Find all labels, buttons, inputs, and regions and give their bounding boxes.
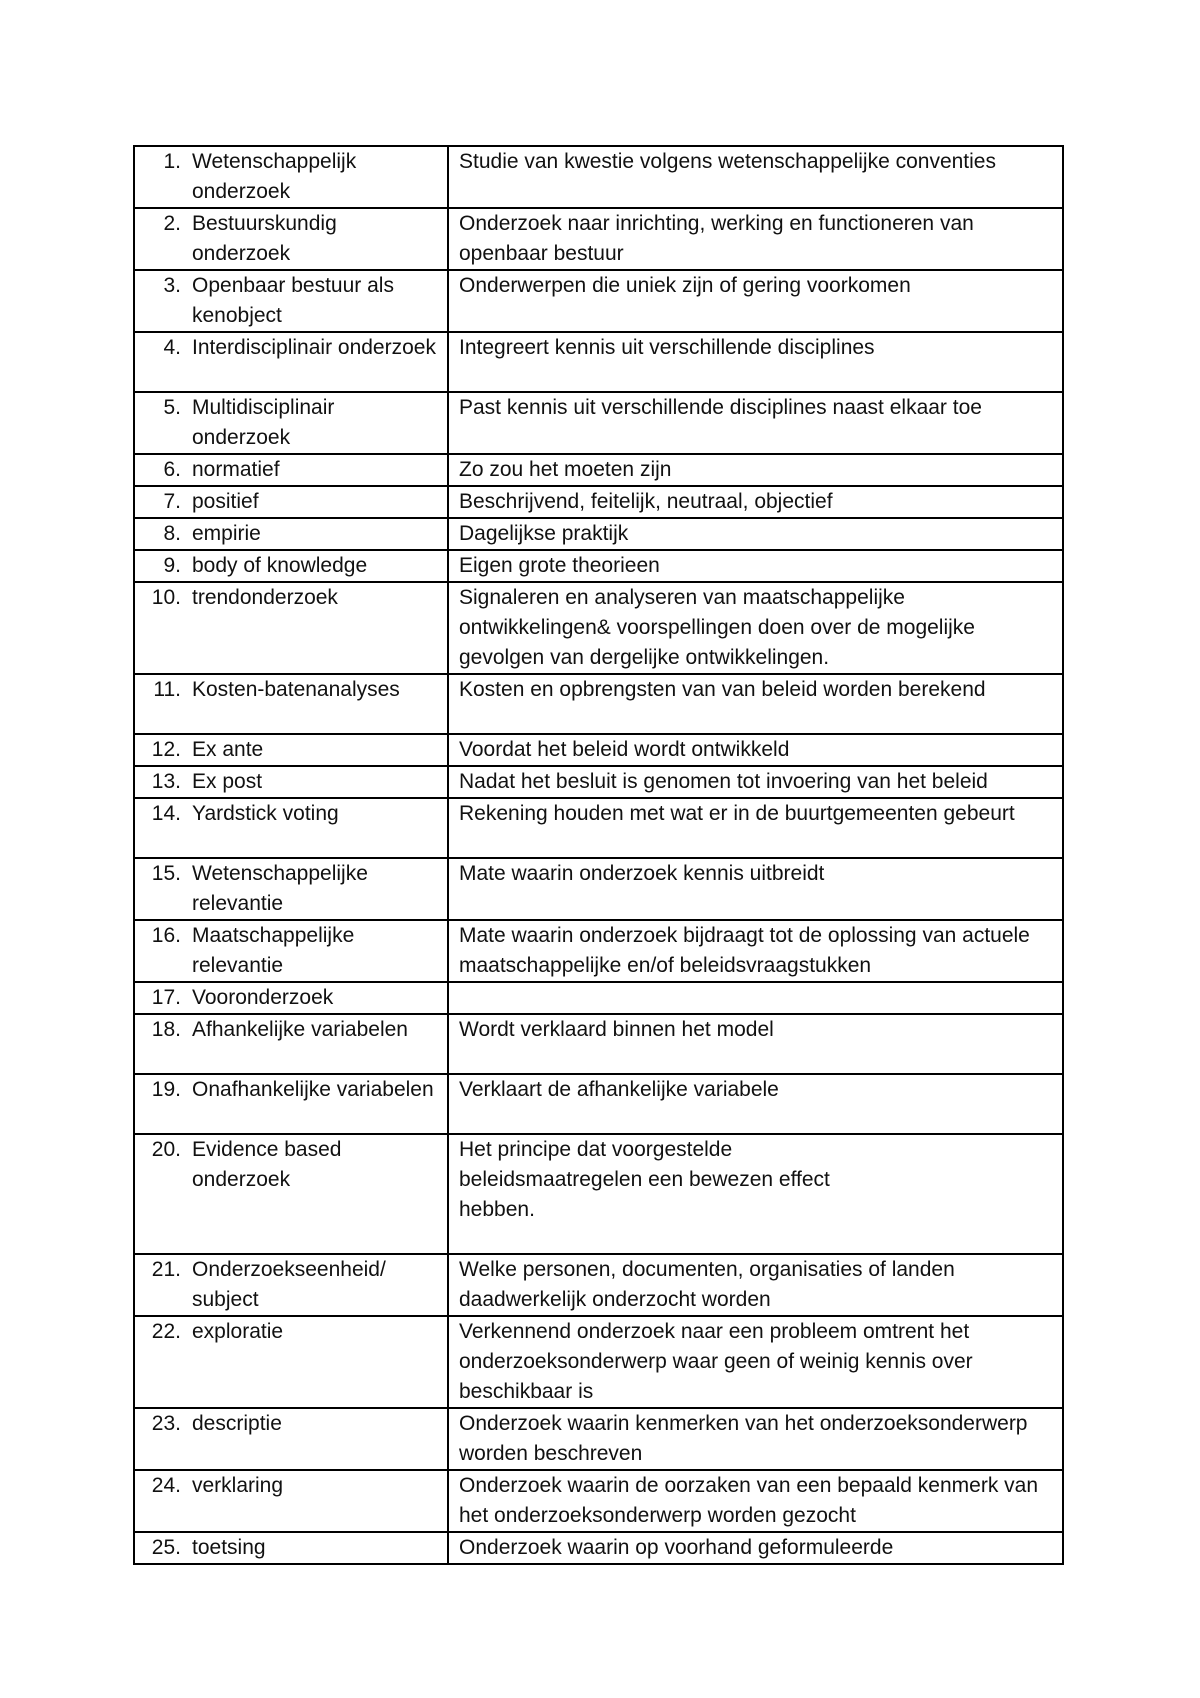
term-cell xyxy=(134,766,448,798)
table-row xyxy=(134,1134,1063,1254)
term-wrapper xyxy=(145,393,437,453)
term-number: 9. xyxy=(163,554,181,577)
term-label: normatief xyxy=(192,458,280,481)
definition-text: Signaleren en analyseren van maatschappelijke ontwikkelingen& voorspellingen doen over de mogelijke gevolgen van dergelijke ontwikkelingen. xyxy=(459,586,975,669)
term-wrapper xyxy=(145,921,437,981)
table-row xyxy=(134,1408,1063,1470)
definition-text: Wordt verklaard binnen het model xyxy=(459,1018,774,1041)
definition-cell xyxy=(448,454,1063,486)
definition-cell xyxy=(448,1316,1063,1408)
term-wrapper xyxy=(145,209,437,269)
table-row xyxy=(134,858,1063,920)
definition-text: Integreert kennis uit verschillende disciplines xyxy=(459,336,875,359)
term-label: positief xyxy=(192,490,259,513)
term-number: 8. xyxy=(163,522,181,545)
table-row xyxy=(134,674,1063,734)
term-label: Wetenschappelijk onderzoek xyxy=(192,150,357,203)
term-number: 21. xyxy=(151,1258,181,1281)
definition-cell xyxy=(448,1532,1063,1564)
term-cell xyxy=(134,518,448,550)
term-number: 17. xyxy=(151,986,181,1009)
table-row xyxy=(134,798,1063,858)
definition-text: Mate waarin onderzoek kennis uitbreidt xyxy=(459,862,825,885)
term-cell xyxy=(134,270,448,332)
term-number: 6. xyxy=(163,458,181,481)
term-label: Bestuurskundig onderzoek xyxy=(192,212,337,265)
definition-text: Onderzoek waarin op voorhand geformuleerde xyxy=(459,1536,894,1559)
definition-cell xyxy=(448,734,1063,766)
term-wrapper xyxy=(145,1471,437,1501)
definition-cell xyxy=(448,208,1063,270)
term-wrapper xyxy=(145,1015,437,1045)
definition-cell xyxy=(448,798,1063,858)
term-label: Ex ante xyxy=(192,738,264,761)
term-number: 1. xyxy=(163,150,181,173)
definition-cell xyxy=(448,920,1063,982)
term-number: 19. xyxy=(151,1078,181,1101)
term-label: Onafhankelijke variabelen xyxy=(192,1078,434,1101)
definition-text: Eigen grote theorieen xyxy=(459,554,660,577)
term-number: 10. xyxy=(151,586,181,609)
term-number: 13. xyxy=(151,770,181,793)
term-cell xyxy=(134,982,448,1014)
term-wrapper xyxy=(145,147,437,207)
term-wrapper xyxy=(145,487,437,517)
definition-cell xyxy=(448,766,1063,798)
term-number: 14. xyxy=(151,802,181,825)
term-number: 5. xyxy=(163,396,181,419)
table-row xyxy=(134,734,1063,766)
term-label: Openbaar bestuur als kenobject xyxy=(192,274,394,327)
definition-text: Kosten en opbrengsten van van beleid worden berekend xyxy=(459,678,986,701)
term-label: Onderzoekseenheid/ subject xyxy=(192,1258,386,1311)
definition-text: Onderwerpen die uniek zijn of gering voorkomen xyxy=(459,274,911,297)
definition-text: Onderzoek waarin de oorzaken van een bepaald kenmerk van het onderzoeksonderwerp worden gezocht xyxy=(459,1474,1039,1527)
table-row xyxy=(134,1470,1063,1532)
term-label: verklaring xyxy=(192,1474,284,1497)
definition-text: Studie van kwestie volgens wetenschappelijke conventies xyxy=(459,150,996,173)
term-cell xyxy=(134,1014,448,1074)
definition-cell xyxy=(448,332,1063,392)
term-number: 18. xyxy=(151,1018,181,1041)
glossary-table xyxy=(133,145,1064,1565)
term-cell xyxy=(134,146,448,208)
term-number: 2. xyxy=(163,212,181,235)
term-number: 4. xyxy=(163,336,181,359)
term-label: Ex post xyxy=(192,770,263,793)
table-row xyxy=(134,270,1063,332)
term-wrapper xyxy=(145,455,437,485)
table-row xyxy=(134,582,1063,674)
term-cell xyxy=(134,1532,448,1564)
table-row xyxy=(134,392,1063,454)
definition-cell xyxy=(448,518,1063,550)
term-cell xyxy=(134,1470,448,1532)
term-wrapper xyxy=(145,1135,437,1195)
term-cell xyxy=(134,1316,448,1408)
definition-text: Onderzoek naar inrichting, werking en functioneren van openbaar bestuur xyxy=(459,212,974,265)
definition-text: Welke personen, documenten, organisaties of landen daadwerkelijk onderzocht worden xyxy=(459,1258,955,1311)
term-wrapper xyxy=(145,735,437,765)
term-number: 23. xyxy=(151,1412,181,1435)
term-wrapper xyxy=(145,519,437,549)
definition-cell xyxy=(448,1014,1063,1074)
table-row xyxy=(134,1254,1063,1316)
definition-cell xyxy=(448,146,1063,208)
term-wrapper xyxy=(145,1255,437,1315)
definition-cell xyxy=(448,392,1063,454)
term-cell xyxy=(134,1134,448,1254)
definition-text: Voordat het beleid wordt ontwikkeld xyxy=(459,738,790,761)
glossary-table-body xyxy=(134,146,1063,1564)
definition-text: Rekening houden met wat er in de buurtgemeenten gebeurt xyxy=(459,802,1015,825)
term-wrapper xyxy=(145,675,437,705)
term-label: Maatschappelijke relevantie xyxy=(192,924,355,977)
term-label: exploratie xyxy=(192,1320,284,1343)
definition-text: Mate waarin onderzoek bijdraagt tot de oplossing van actuele maatschappelijke en/of beleidsvraagstukken xyxy=(459,924,1030,977)
table-row xyxy=(134,920,1063,982)
term-label: Yardstick voting xyxy=(192,802,339,825)
definition-cell xyxy=(448,1134,1063,1254)
definition-cell xyxy=(448,674,1063,734)
term-cell xyxy=(134,858,448,920)
table-row xyxy=(134,1074,1063,1134)
term-number: 24. xyxy=(151,1474,181,1497)
term-label: Kosten-batenanalyses xyxy=(192,678,400,701)
definition-text: Het principe dat voorgestelde beleidsmaatregelen een bewezen effect hebben. xyxy=(459,1138,830,1221)
term-cell xyxy=(134,550,448,582)
term-wrapper xyxy=(145,767,437,797)
term-number: 22. xyxy=(151,1320,181,1343)
table-row xyxy=(134,1532,1063,1564)
term-number: 7. xyxy=(163,490,181,513)
term-cell xyxy=(134,1254,448,1316)
definition-cell xyxy=(448,1254,1063,1316)
term-number: 11. xyxy=(153,678,181,701)
table-row xyxy=(134,1014,1063,1074)
term-wrapper xyxy=(145,1075,437,1105)
term-label: Wetenschappelijke relevantie xyxy=(192,862,368,915)
definition-cell xyxy=(448,270,1063,332)
definition-text: Verklaart de afhankelijke variabele xyxy=(459,1078,779,1101)
term-cell xyxy=(134,332,448,392)
term-label: Multidisciplinair onderzoek xyxy=(192,396,335,449)
table-row xyxy=(134,486,1063,518)
term-label: Evidence based onderzoek xyxy=(192,1138,342,1191)
term-cell xyxy=(134,1074,448,1134)
definition-cell xyxy=(448,1408,1063,1470)
term-number: 12. xyxy=(151,738,181,761)
definition-cell xyxy=(448,582,1063,674)
term-wrapper xyxy=(145,333,437,363)
term-cell xyxy=(134,798,448,858)
table-row xyxy=(134,982,1063,1014)
definition-text: Verkennend onderzoek naar een probleem omtrent het onderzoeksonderwerp waar geen of weinig kennis over beschikbaar is xyxy=(459,1320,973,1403)
term-label: empirie xyxy=(192,522,261,545)
definition-text: Zo zou het moeten zijn xyxy=(459,458,672,481)
definition-text: Dagelijkse praktijk xyxy=(459,522,629,545)
definition-cell xyxy=(448,982,1063,1014)
term-cell xyxy=(134,392,448,454)
table-row xyxy=(134,550,1063,582)
term-label: Interdisciplinair onderzoek xyxy=(192,336,436,359)
term-wrapper xyxy=(145,799,437,829)
definition-text: Nadat het besluit is genomen tot invoering van het beleid xyxy=(459,770,988,793)
term-number: 20. xyxy=(151,1138,181,1161)
table-row xyxy=(134,208,1063,270)
term-wrapper xyxy=(145,859,437,919)
term-label: descriptie xyxy=(192,1412,282,1435)
term-cell xyxy=(134,1408,448,1470)
table-row xyxy=(134,766,1063,798)
definition-cell xyxy=(448,1470,1063,1532)
term-label: body of knowledge xyxy=(192,554,368,577)
table-row xyxy=(134,454,1063,486)
term-wrapper xyxy=(145,1317,437,1347)
definition-cell xyxy=(448,486,1063,518)
table-row xyxy=(134,146,1063,208)
table-row xyxy=(134,1316,1063,1408)
term-cell xyxy=(134,734,448,766)
term-label: trendonderzoek xyxy=(192,586,338,609)
term-wrapper xyxy=(145,271,437,331)
term-wrapper xyxy=(145,983,437,1013)
term-wrapper xyxy=(145,551,437,581)
term-cell xyxy=(134,454,448,486)
term-cell xyxy=(134,208,448,270)
definition-cell xyxy=(448,550,1063,582)
term-wrapper xyxy=(145,583,437,613)
definition-text: Past kennis uit verschillende disciplines naast elkaar toe xyxy=(459,396,982,419)
term-wrapper xyxy=(145,1533,437,1563)
definition-cell xyxy=(448,858,1063,920)
definition-text: Beschrijvend, feitelijk, neutraal, objectief xyxy=(459,490,833,513)
term-label: Afhankelijke variabelen xyxy=(192,1018,408,1041)
term-label: toetsing xyxy=(192,1536,266,1559)
term-number: 3. xyxy=(163,274,181,297)
definition-text: Onderzoek waarin kenmerken van het onderzoeksonderwerp worden beschreven xyxy=(459,1412,1028,1465)
term-cell xyxy=(134,486,448,518)
term-cell xyxy=(134,674,448,734)
table-row xyxy=(134,518,1063,550)
table-row xyxy=(134,332,1063,392)
term-number: 16. xyxy=(151,924,181,947)
term-wrapper xyxy=(145,1409,437,1439)
term-label: Vooronderzoek xyxy=(192,986,334,1009)
term-number: 15. xyxy=(151,862,181,885)
definition-cell xyxy=(448,1074,1063,1134)
term-number: 25. xyxy=(151,1536,181,1559)
term-cell xyxy=(134,920,448,982)
term-cell xyxy=(134,582,448,674)
